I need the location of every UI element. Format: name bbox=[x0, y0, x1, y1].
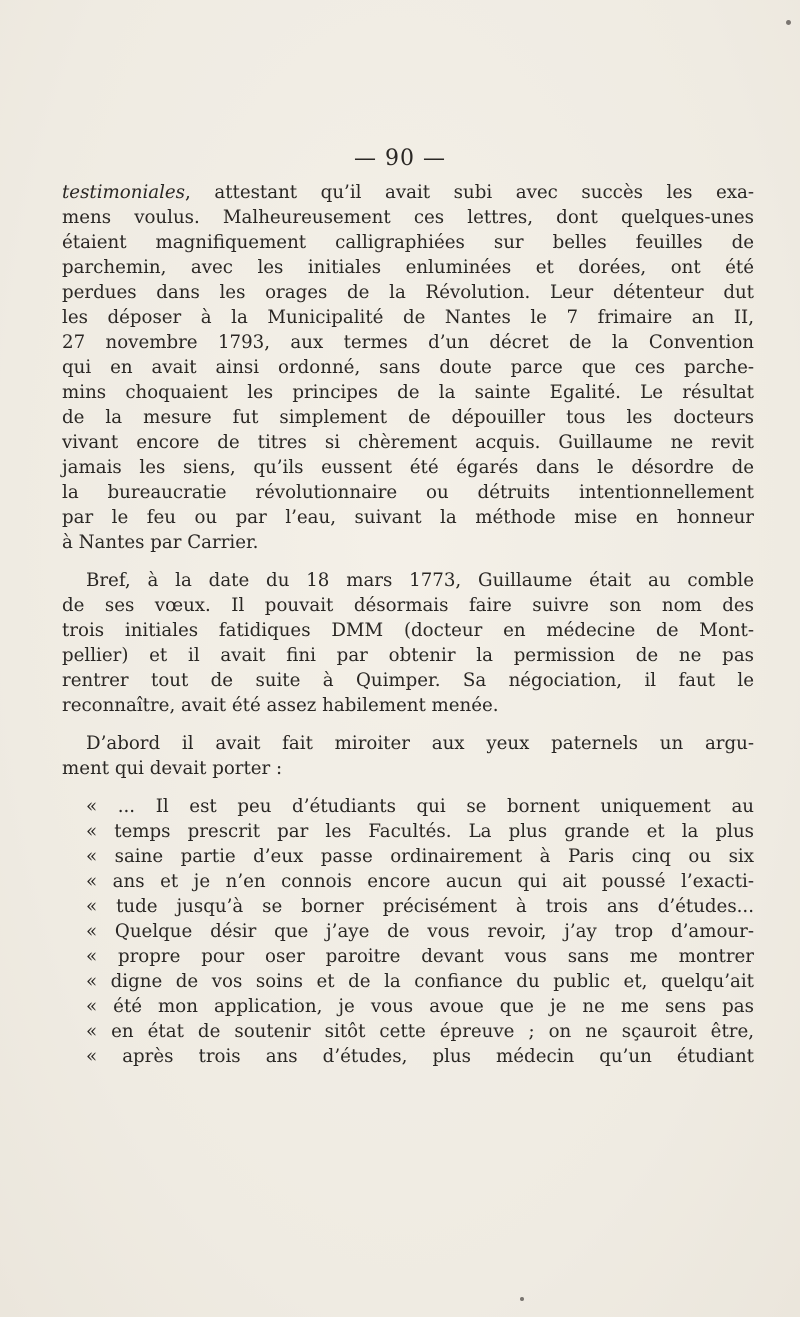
text-line: de la mesure fut simplement de dépouiller tous les docteurs bbox=[62, 407, 754, 428]
text-line: parchemin, avec les initiales enluminées et dorées, ont été bbox=[62, 257, 754, 278]
text-line: à Nantes par Carrier. bbox=[62, 532, 259, 553]
text-line: étaient magnifiquement calligraphiées sur belles feuilles de bbox=[62, 232, 754, 253]
text-line: de ses vœux. Il pouvait désormais faire suivre son nom des bbox=[62, 595, 754, 616]
text-line: les déposer à la Municipalité de Nantes le 7 frimaire an II, bbox=[62, 307, 754, 328]
paper-speck bbox=[520, 1297, 524, 1301]
quote-line: « ... Il est peu d’étudiants qui se bornent uniquement au bbox=[86, 796, 754, 817]
text-line: jamais les siens, qu’ils eussent été égarés dans le désordre de bbox=[62, 457, 754, 478]
quote-line: « ans et je n’en connois encore aucun qui ait poussé l’exacti- bbox=[86, 871, 754, 892]
quote-line: « propre pour oser paroitre devant vous sans me montrer bbox=[86, 946, 754, 967]
text-line: par le feu ou par l’eau, suivant la méthode mise en honneur bbox=[62, 507, 754, 528]
quote-line: « été mon application, je vous avoue que je ne me sens pas bbox=[86, 996, 754, 1017]
text-line: perdues dans les orages de la Révolution. Leur détenteur dut bbox=[62, 282, 754, 303]
text-line: qui en avait ainsi ordonné, sans doute parce que ces parche- bbox=[62, 357, 754, 378]
quotation bbox=[62, 794, 754, 1069]
text-line: 27 novembre 1793, aux termes d’un décret de la Convention bbox=[62, 332, 754, 353]
paragraph-1 bbox=[62, 180, 754, 555]
text-line: reconnaître, avait été assez habilement menée. bbox=[62, 695, 499, 716]
text-line: mens voulus. Malheureusement ces lettres, dont quelques-unes bbox=[62, 207, 754, 228]
quote-line: « en état de soutenir sitôt cette épreuve ; on ne sçauroit être, bbox=[86, 1021, 754, 1042]
text-line: trois initiales fatidiques DMM (docteur en médecine de Mont- bbox=[62, 620, 754, 641]
body-text bbox=[62, 180, 754, 1069]
paper-speck bbox=[786, 20, 791, 25]
italic-word: testimoniales bbox=[62, 182, 186, 203]
text-line: la bureaucratie révolutionnaire ou détruits intentionnellement bbox=[62, 482, 754, 503]
quote-line: « après trois ans d’études, plus médecin qu’un étudiant bbox=[86, 1046, 754, 1067]
quote-line: « temps prescrit par les Facultés. La plus grande et la plus bbox=[86, 821, 754, 842]
text-line: ment qui devait porter : bbox=[62, 758, 283, 779]
paragraph-3 bbox=[62, 731, 754, 781]
quote-line: « tude jusqu’à se borner précisément à trois ans d’études... bbox=[86, 896, 754, 917]
text-line: rentrer tout de suite à Quimper. Sa négociation, il faut le bbox=[62, 670, 754, 691]
text-line: D’abord il avait fait miroiter aux yeux paternels un argu- bbox=[86, 733, 754, 754]
text-line: testimoniales, attestant qu’il avait subi avec succès les exa- bbox=[62, 182, 754, 203]
quote-line: « Quelque désir que j’aye de vous revoir, j’ay trop d’amour- bbox=[86, 921, 754, 942]
text-line: mins choquaient les principes de la sainte Egalité. Le résultat bbox=[62, 382, 754, 403]
quote-line: « saine partie d’eux passe ordinairement à Paris cinq ou six bbox=[86, 846, 754, 867]
text-line: Bref, à la date du 18 mars 1773, Guillaume était au comble bbox=[86, 570, 754, 591]
text-line: vivant encore de titres si chèrement acquis. Guillaume ne revit bbox=[62, 432, 754, 453]
quote-line: « digne de vos soins et de la confiance du public et, quelqu’ait bbox=[86, 971, 754, 992]
text-line: pellier) et il avait fini par obtenir la permission de ne pas bbox=[62, 645, 754, 666]
paragraph-2 bbox=[62, 568, 754, 718]
page-number: — 90 — bbox=[354, 146, 446, 171]
